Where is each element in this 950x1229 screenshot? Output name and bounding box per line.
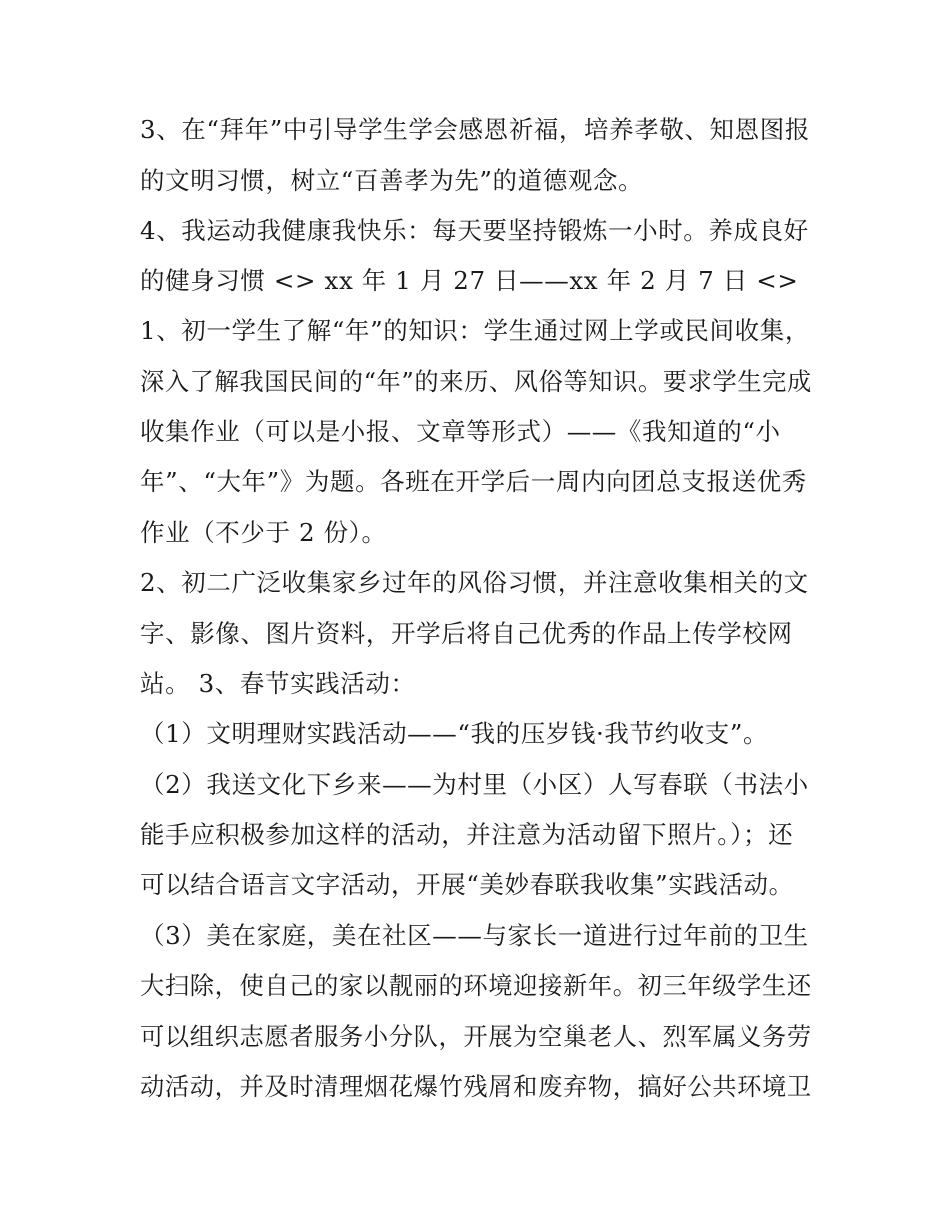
text-line: 能手应积极参加这样的活动，并注意为活动留下照片。）；还	[140, 820, 794, 849]
text-line: 可以组织志愿者服务小分队，开展为空巢老人、烈军属义务劳	[140, 1022, 812, 1051]
text-line: 1、初一学生了解“年”的知识：学生通过网上学或民间收集，	[140, 316, 810, 345]
text-line: 收集作业（可以是小报、文章等形式）——《我知道的“小	[140, 417, 781, 446]
text-line: （3）美在家庭，美在社区——与家长一道进行过年前的卫生	[140, 921, 809, 950]
text-line: 大扫除，使自己的家以靓丽的环境迎接新年。初三年级学生还	[140, 971, 812, 1000]
text-line: 字、影像、图片资料，开学后将自己优秀的作品上传学校网	[140, 619, 793, 648]
text-line: 作业（不少于 2 份）。	[140, 518, 387, 547]
text-line: 的健身习惯 <> xx 年 1 月 27 日——xx 年 2 月 7 日 <>	[140, 266, 799, 295]
text-line: 可以结合语言文字活动，开展“美妙春联我收集”实践活动。	[140, 870, 794, 899]
text-line: （2）我送文化下乡来——为村里（小区）人写春联（书法小	[140, 770, 809, 799]
text-line: 的文明习惯，树立“百善孝为先”的道德观念。	[140, 166, 644, 195]
text-line: （1）文明理财实践活动——“我的压岁钱·我节约收支”。	[140, 719, 769, 748]
text-line: 4、我运动我健康我快乐：每天要坚持锻炼一小时。养成良好	[140, 216, 809, 245]
text-line: 3、在“拜年”中引导学生学会感恩祈福，培养孝敬、知恩图报	[140, 115, 810, 144]
text-line: 年”、“大年”》为题。各班在开学后一周内向团总支报送优秀	[140, 467, 807, 496]
text-line: 深入了解我国民间的“年”的来历、风俗等知识。要求学生完成	[140, 367, 812, 396]
text-line: 站。 3、春节实践活动：	[140, 669, 416, 698]
text-line: 2、初二广泛收集家乡过年的风俗习惯，并注意收集相关的文	[140, 568, 809, 597]
text-line: 动活动，并及时清理烟花爆竹残屑和废弃物，搞好公共环境卫	[140, 1072, 812, 1101]
